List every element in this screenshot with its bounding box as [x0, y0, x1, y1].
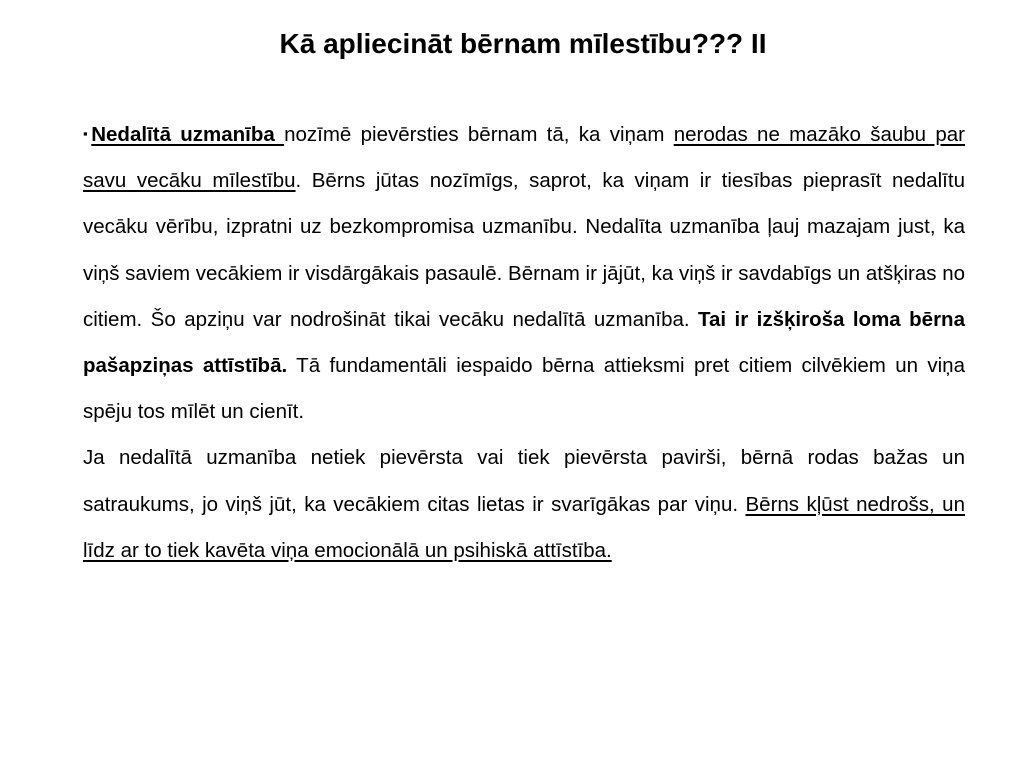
- paragraph1-text-a: nozīmē pievērsties bērnam tā, ka viņam: [284, 123, 674, 146]
- paragraph1-text-b: . Bērns jūtas nozīmīgs, saprot, ka viņam ir tiesības pieprasīt nedalītu vecāku vērību, izpratni uz bezkompromisa uzmanību. Nedalīta uzmanība ļauj mazajam just, ka viņš saviem vecākiem ir visdārgākais pasaulē. Bērnam ir jājūt, ka viņš ir savdabīgs un atšķiras no citiem. Šo apziņu var nodrošināt tikai vecāku nedalītā uzmanība.: [83, 169, 965, 331]
- paragraph1-underlined-phrase: nerodas ne mazāko šaubu par savu vecāku mīlestību: [83, 123, 965, 193]
- paragraph-undivided-attention: [83, 111, 965, 435]
- term-undivided-attention: Nedalītā uzmanība: [91, 123, 285, 146]
- square-bullet-icon: ▪: [83, 126, 92, 141]
- slide-title: Kā apliecināt bērnam mīlestību??? II: [279, 28, 767, 59]
- paragraph1-text-c: Tā fundamentāli iespaido bērna attieksmi pret citiem cilvēkiem un viņa spēju tos mīlēt un cienīt.: [83, 354, 965, 424]
- paragraph1-bold-phrase: Tai ir izšķiroša loma bērna pašapziņas attīstībā.: [83, 307, 965, 378]
- paragraph2-underlined-phrase: Bērns kļūst nedrošs, un līdz ar to tiek kavēta viņa emocionālā un psihiskā attīstība.: [83, 492, 965, 562]
- paragraph2-text-a: Ja nedalītā uzmanība netiek pievērsta vai tiek pievērsta pavirši, bērnā rodas bažas un satraukums, jo viņš jūt, ka vecākiem citas lietas ir svarīgākas par viņu.: [83, 446, 965, 516]
- slide-body: [83, 111, 965, 574]
- paragraph-consequences: [83, 435, 965, 574]
